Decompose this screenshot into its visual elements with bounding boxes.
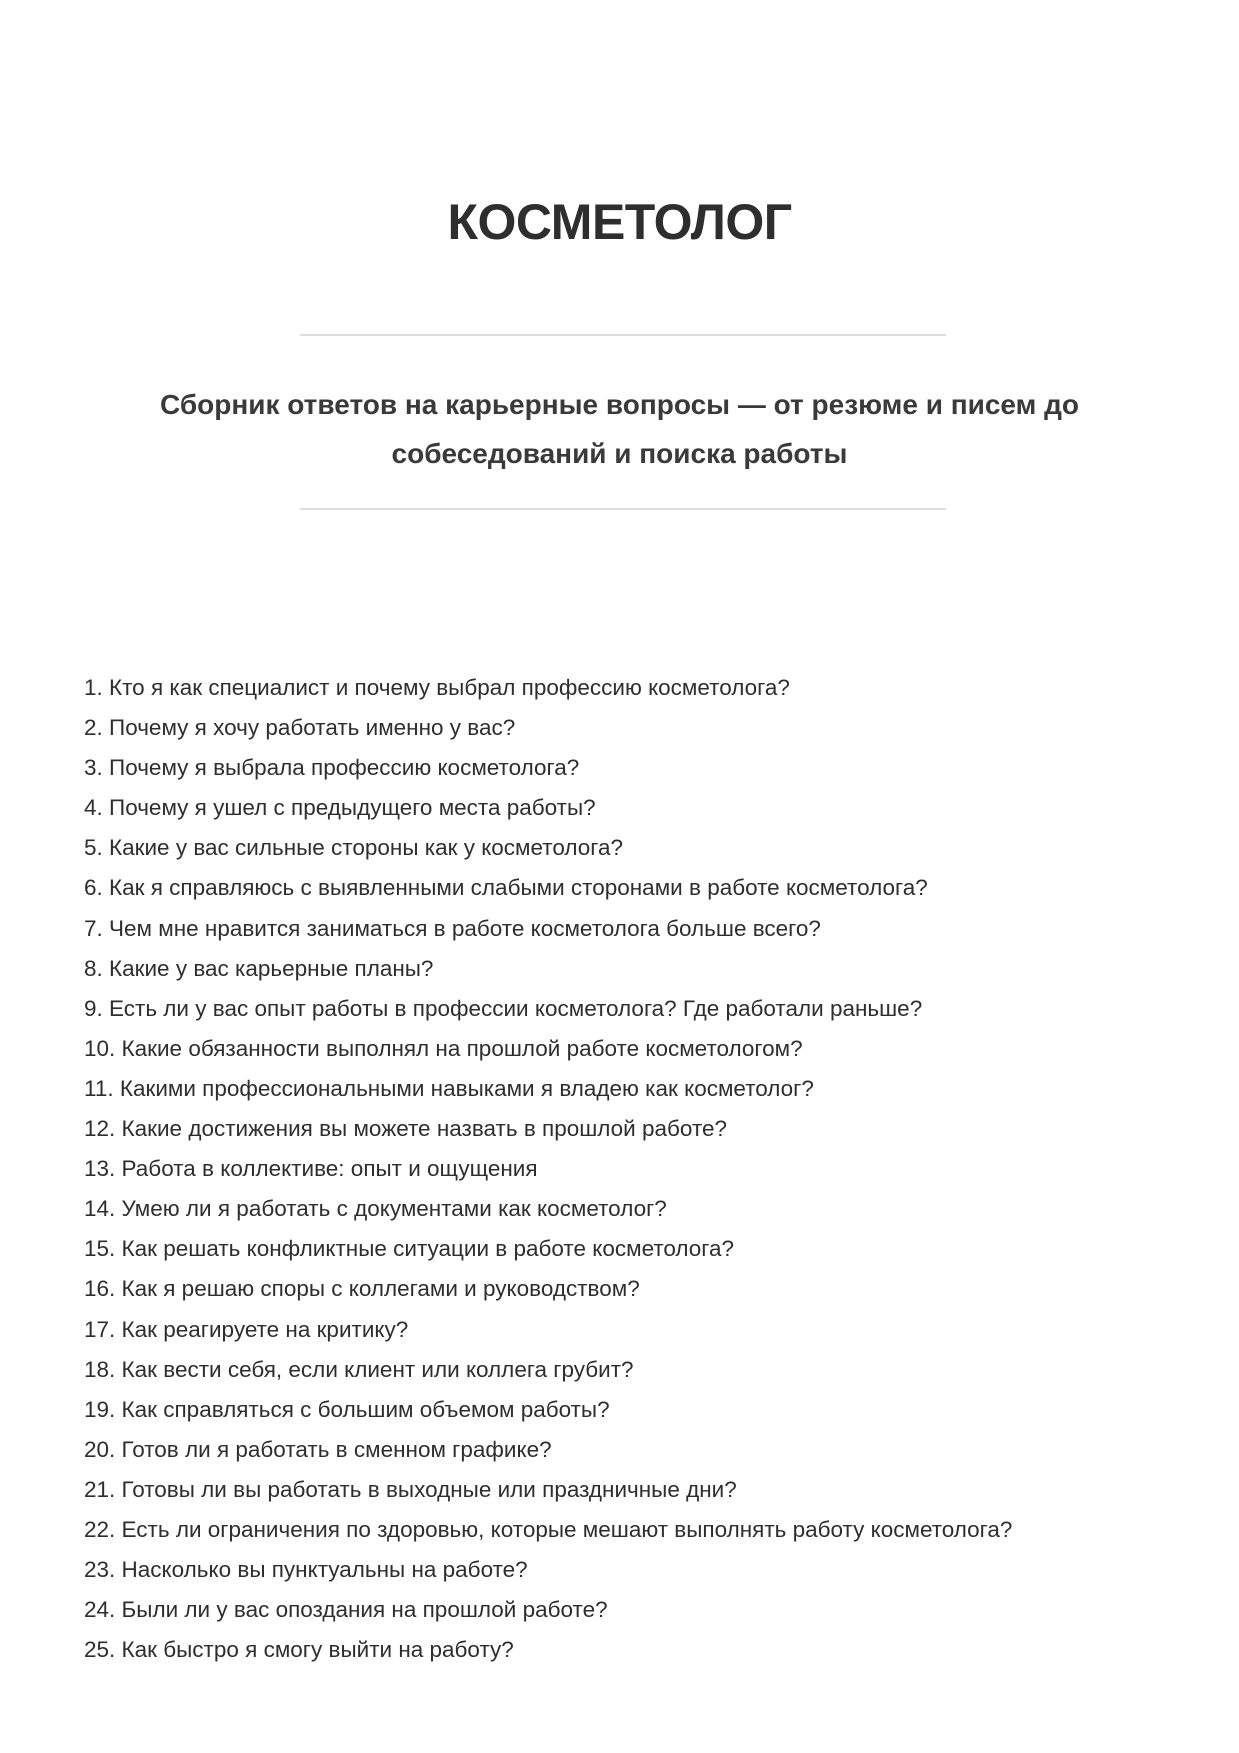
question-item: 22. Есть ли ограничения по здоровью, которые мешают выполнять работу косметолога?	[84, 1516, 1013, 1542]
question-item: 9. Есть ли у вас опыт работы в профессии косметолога? Где работали раньше?	[84, 995, 923, 1021]
question-item: 6. Как я справляюсь с выявленными слабыми сторонами в работе косметолога?	[84, 875, 928, 901]
question-item: 16. Как я решаю споры с коллегами и руководством?	[84, 1276, 640, 1302]
question-item: 4. Почему я ушел с предыдущего места работы?	[84, 795, 596, 821]
question-item: 8. Какие у вас карьерные планы?	[84, 955, 434, 981]
divider-bottom	[300, 508, 946, 510]
question-item: 5. Какие у вас сильные стороны как у косметолога?	[84, 835, 624, 861]
question-item: 3. Почему я выбрала профессию косметолога?	[84, 755, 580, 781]
question-item: 25. Как быстро я смогу выйти на работу?	[84, 1637, 514, 1663]
question-item: 11. Какими профессиональными навыками я владею как косметолог?	[84, 1075, 814, 1101]
page-title: КОСМЕТОЛОГ	[447, 194, 792, 250]
question-item: 24. Были ли у вас опоздания на прошлой работе?	[84, 1597, 608, 1623]
questions-list	[84, 668, 1012, 1670]
question-item: 20. Готов ли я работать в сменном графике?	[84, 1436, 552, 1462]
question-item: 14. Умею ли я работать с документами как косметолог?	[84, 1196, 667, 1222]
question-item: 21. Готовы ли вы работать в выходные или праздничные дни?	[84, 1476, 737, 1502]
question-item: 19. Как справляться с большим объемом работы?	[84, 1396, 610, 1422]
question-item: 2. Почему я хочу работать именно у вас?	[84, 715, 516, 741]
question-item: 18. Как вести себя, если клиент или коллега грубит?	[84, 1356, 634, 1382]
divider-top	[300, 334, 946, 336]
question-item: 12. Какие достижения вы можете назвать в прошлой работе?	[84, 1116, 728, 1142]
page-subtitle: Сборник ответов на карьерные вопросы — от резюме и писем до собеседований и поиска работы	[160, 389, 1079, 469]
question-item: 15. Как решать конфликтные ситуации в работе косметолога?	[84, 1236, 735, 1262]
question-item: 13. Работа в коллективе: опыт и ощущения	[84, 1156, 538, 1182]
question-item: 17. Как реагируете на критику?	[84, 1316, 409, 1342]
question-item: 7. Чем мне нравится заниматься в работе косметолога больше всего?	[84, 915, 821, 941]
question-item: 10. Какие обязанности выполнял на прошлой работе косметологом?	[84, 1035, 803, 1061]
question-item: 1. Кто я как специалист и почему выбрал профессию косметолога?	[84, 675, 790, 700]
question-item: 23. Насколько вы пунктуальны на работе?	[84, 1557, 528, 1583]
